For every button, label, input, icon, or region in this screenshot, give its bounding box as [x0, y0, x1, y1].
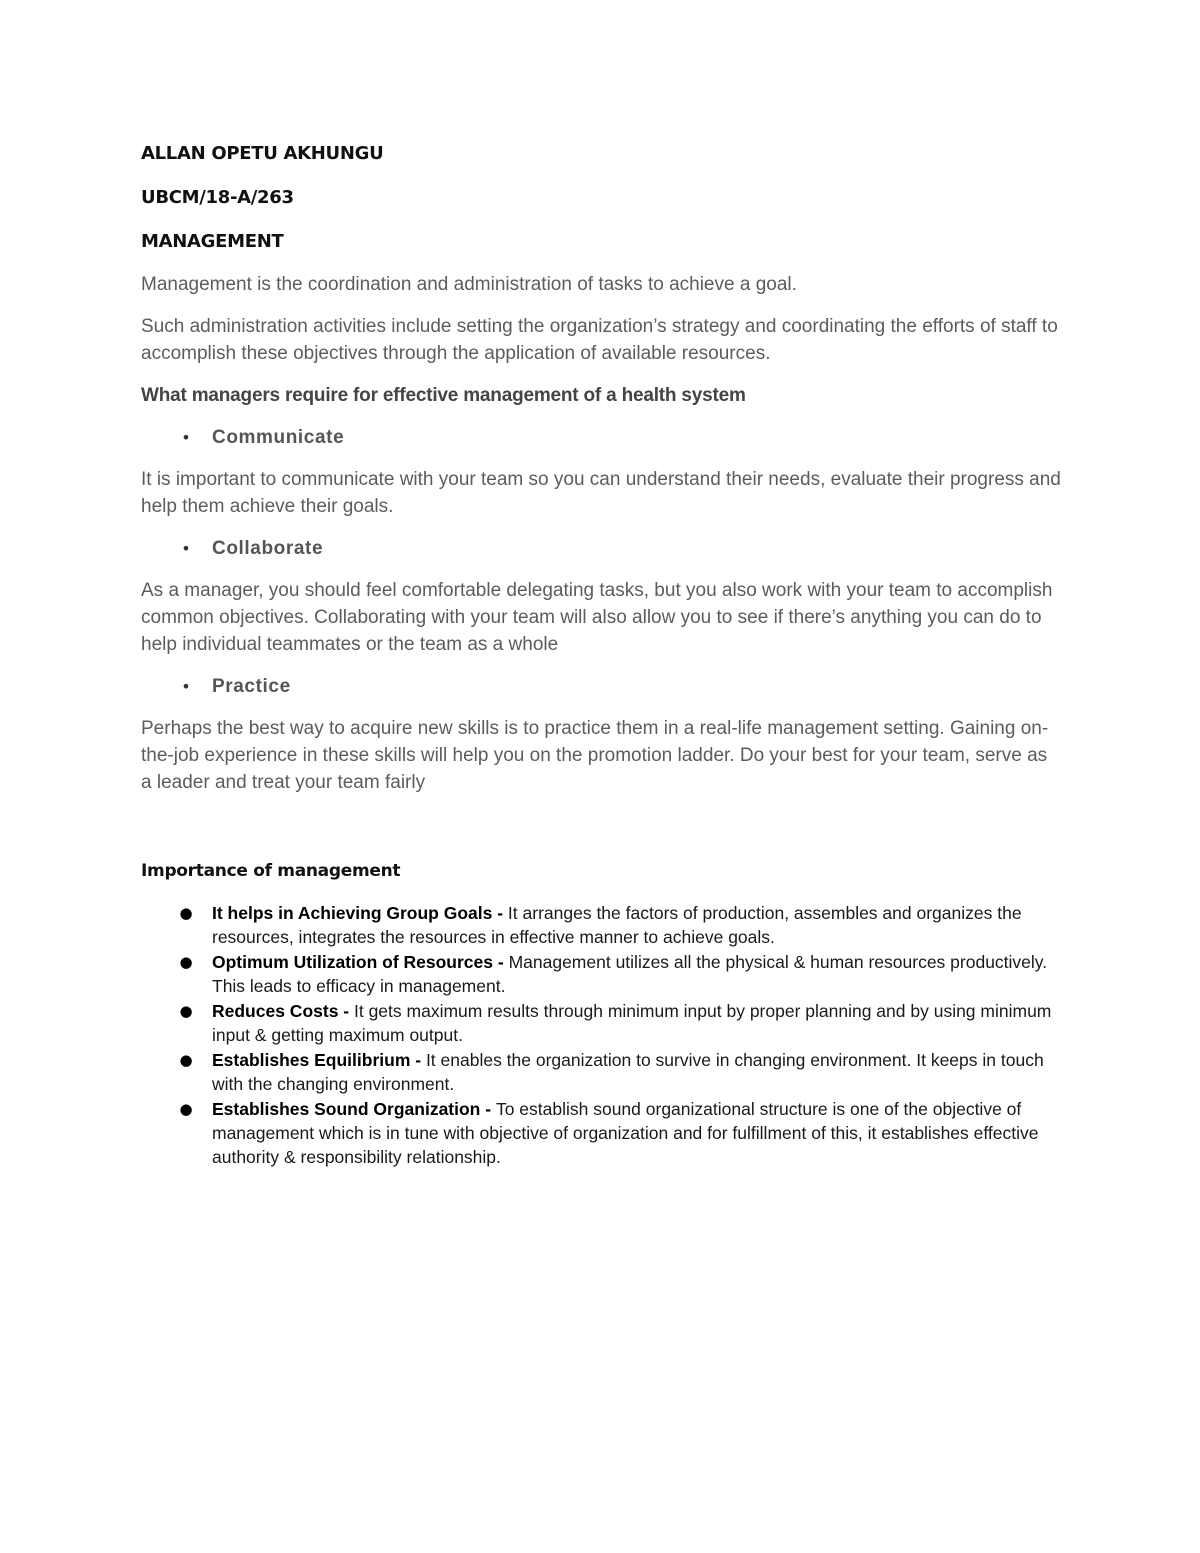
requirement-text: As a manager, you should feel comfortable delegating tasks, but you also work with your team to accomplish common objectives. Collaborating with your team will also allow you to see if there’s anything you can do to help individual teammates or the team as a whole — [141, 580, 1053, 655]
bullet-icon: ● — [179, 1002, 193, 1020]
document-body — [141, 141, 1061, 1170]
requirement-title: Practice — [212, 676, 291, 697]
importance-description: It enables the organization to survive in changing environment. It keeps in touch with the changing environment. — [212, 1050, 1044, 1094]
section-spacer — [141, 811, 1061, 859]
list-item — [141, 1048, 1061, 1096]
requirement-item-collaborate — [141, 535, 1061, 562]
bullet-icon: • — [181, 539, 191, 558]
bullet-icon: ● — [179, 1051, 193, 1069]
requirement-title: Communicate — [212, 427, 345, 448]
importance-term: Optimum Utilization of Resources - — [212, 952, 509, 972]
bullet-icon: • — [181, 428, 191, 447]
importance-description: It arranges the factors of production, assembles and organizes the resources, integrates the resources in effective manner to achieve goals. — [212, 903, 1022, 947]
importance-description: Management utilizes all the physical & human resources productively. This leads to efficacy in management. — [212, 952, 1048, 996]
student-name: ALLAN OPETU AKHUNGU — [141, 143, 384, 164]
importance-description: It gets maximum results through minimum input by proper planning and by using minimum input & getting maximum output. — [212, 1001, 1052, 1045]
importance-term: Reduces Costs - — [212, 1001, 354, 1021]
bullet-icon: • — [181, 677, 191, 696]
requirement-text: Perhaps the best way to acquire new skills is to practice them in a real-life management setting. Gaining on-the-job experience in these skills will help you on the promotion ladder. Do your best for your team, serve as a leader and treat your team fairly — [141, 718, 1049, 793]
bullet-icon: ● — [179, 1100, 193, 1118]
activities-paragraph: Such administration activities include setting the organization’s strategy and coordinating the efforts of staff to accomplish these objectives through the application of available resources. — [141, 316, 1058, 364]
list-item — [141, 999, 1061, 1047]
importance-heading: Importance of management — [141, 861, 401, 881]
list-item — [141, 1097, 1061, 1169]
importance-description: To establish sound organizational structure is one of the objective of management which is in tune with objective of organization and for fulfillment of this, it establishes effective authority & responsibility relationship. — [212, 1099, 1039, 1167]
importance-list — [141, 901, 1061, 1169]
requirement-text: It is important to communicate with your team so you can understand their needs, evaluate their progress and help them achieve their goals. — [141, 469, 1061, 517]
requirements-heading: What managers require for effective management of a health system — [141, 385, 746, 406]
importance-term: Establishes Sound Organization - — [212, 1099, 496, 1119]
requirement-item-communicate — [141, 424, 1061, 451]
bullet-icon: ● — [179, 904, 193, 922]
requirement-item-practice — [141, 673, 1061, 700]
importance-term: Establishes Equilibrium - — [212, 1050, 426, 1070]
document-title: MANAGEMENT — [141, 231, 284, 252]
registration-number: UBCM/18-A/263 — [141, 187, 294, 208]
requirement-title: Collaborate — [212, 538, 324, 559]
list-item — [141, 901, 1061, 949]
list-item — [141, 950, 1061, 998]
bullet-icon: ● — [179, 953, 193, 971]
importance-term: It helps in Achieving Group Goals - — [212, 903, 508, 923]
definition-paragraph: Management is the coordination and administration of tasks to achieve a goal. — [141, 274, 797, 295]
